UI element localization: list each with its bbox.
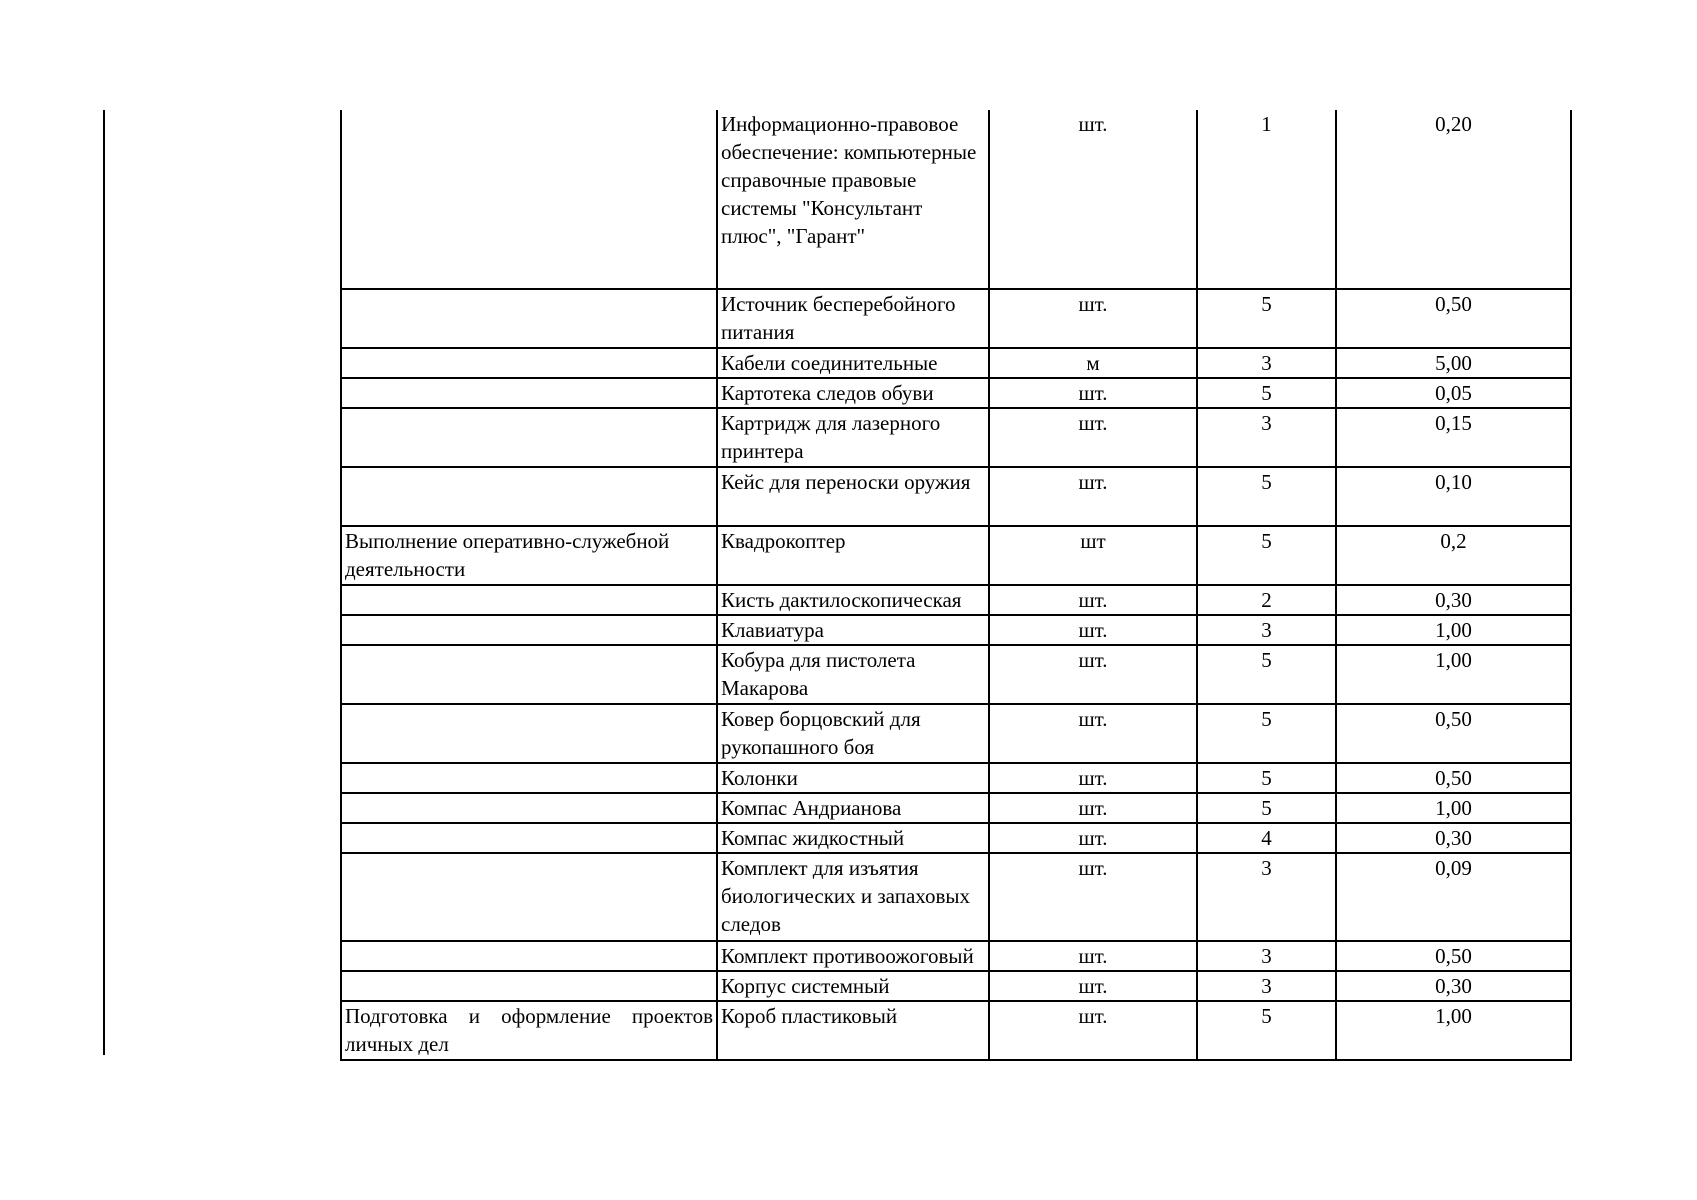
norm-cell: 0,09 <box>1336 853 1571 941</box>
purpose-cell <box>341 853 717 941</box>
item-name-cell: Квадрокоптер <box>717 526 989 585</box>
norm-cell: 0,2 <box>1336 526 1571 585</box>
table-row <box>341 645 1571 704</box>
unit-cell: шт. <box>989 971 1197 1001</box>
norm-cell: 0,50 <box>1336 941 1571 971</box>
quantity-cell: 4 <box>1197 823 1336 853</box>
purpose-cell <box>341 645 717 704</box>
unit-cell: шт. <box>989 615 1197 645</box>
table-row <box>341 853 1571 941</box>
norm-cell: 0,30 <box>1336 823 1571 853</box>
unit-cell: шт. <box>989 1001 1197 1060</box>
unit-cell: шт. <box>989 408 1197 467</box>
item-name-cell: Картотека следов обуви <box>717 378 989 408</box>
quantity-cell: 1 <box>1197 110 1336 289</box>
item-name-cell: Информационно-правовое обеспечение: компьютерные справочные правовые системы "Консультант плюс", "Гарант" <box>717 110 989 289</box>
item-name-cell: Компас Андрианова <box>717 793 989 823</box>
purpose-cell <box>341 971 717 1001</box>
quantity-cell: 5 <box>1197 645 1336 704</box>
purpose-cell: Подготовка и оформление проектов личных дел <box>341 1001 717 1060</box>
table-row <box>341 289 1571 348</box>
purpose-cell <box>341 793 717 823</box>
unit-cell: шт. <box>989 823 1197 853</box>
item-name-cell: Короб пластиковый <box>717 1001 989 1060</box>
unit-cell: шт. <box>989 289 1197 348</box>
table-row <box>341 763 1571 793</box>
table-row <box>341 615 1571 645</box>
item-name-cell: Колонки <box>717 763 989 793</box>
table-row <box>341 408 1571 467</box>
quantity-cell: 3 <box>1197 971 1336 1001</box>
unit-cell: шт <box>989 526 1197 585</box>
purpose-cell: Выполнение оперативно-служебной деятельности <box>341 526 717 585</box>
norm-cell: 0,20 <box>1336 110 1571 289</box>
left-margin-rule <box>103 110 105 1055</box>
item-name-cell: Кобура для пистолета Макарова <box>717 645 989 704</box>
purpose-cell <box>341 704 717 763</box>
unit-cell: шт. <box>989 467 1197 526</box>
norm-cell: 0,05 <box>1336 378 1571 408</box>
unit-cell: шт. <box>989 853 1197 941</box>
purpose-cell <box>341 378 717 408</box>
quantity-cell: 5 <box>1197 763 1336 793</box>
item-name-cell: Корпус системный <box>717 971 989 1001</box>
item-name-cell: Картридж для лазерного принтера <box>717 408 989 467</box>
table-row <box>341 823 1571 853</box>
table-row <box>341 971 1571 1001</box>
quantity-cell: 5 <box>1197 526 1336 585</box>
quantity-cell: 5 <box>1197 378 1336 408</box>
unit-cell: м <box>989 348 1197 378</box>
quantity-cell: 3 <box>1197 408 1336 467</box>
item-name-cell: Источник бесперебойного питания <box>717 289 989 348</box>
quantity-cell: 3 <box>1197 348 1336 378</box>
item-name-cell: Кабели соединительные <box>717 348 989 378</box>
norms-table <box>340 110 1572 1061</box>
norm-cell: 0,50 <box>1336 704 1571 763</box>
norm-cell: 0,10 <box>1336 467 1571 526</box>
item-name-cell: Клавиатура <box>717 615 989 645</box>
unit-cell: шт. <box>989 763 1197 793</box>
purpose-cell <box>341 615 717 645</box>
norm-cell: 1,00 <box>1336 793 1571 823</box>
unit-cell: шт. <box>989 704 1197 763</box>
table-row <box>341 1001 1571 1060</box>
table-row <box>341 941 1571 971</box>
purpose-cell <box>341 408 717 467</box>
norm-cell: 0,50 <box>1336 763 1571 793</box>
quantity-cell: 5 <box>1197 793 1336 823</box>
quantity-cell: 5 <box>1197 289 1336 348</box>
table-row <box>341 526 1571 585</box>
quantity-cell: 3 <box>1197 615 1336 645</box>
item-name-cell: Комплект противоожоговый <box>717 941 989 971</box>
norm-cell: 1,00 <box>1336 615 1571 645</box>
quantity-cell: 5 <box>1197 467 1336 526</box>
table-row <box>341 348 1571 378</box>
norm-cell: 0,50 <box>1336 289 1571 348</box>
quantity-cell: 5 <box>1197 1001 1336 1060</box>
item-name-cell: Кисть дактилоскопическая <box>717 585 989 615</box>
quantity-cell: 2 <box>1197 585 1336 615</box>
item-name-cell: Компас жидкостный <box>717 823 989 853</box>
unit-cell: шт. <box>989 378 1197 408</box>
table-row <box>341 704 1571 763</box>
table-row <box>341 378 1571 408</box>
quantity-cell: 5 <box>1197 704 1336 763</box>
unit-cell: шт. <box>989 645 1197 704</box>
purpose-cell <box>341 585 717 615</box>
purpose-cell <box>341 823 717 853</box>
norm-cell: 1,00 <box>1336 1001 1571 1060</box>
table-row <box>341 585 1571 615</box>
unit-cell: шт. <box>989 941 1197 971</box>
table-row <box>341 110 1571 289</box>
norm-cell: 0,15 <box>1336 408 1571 467</box>
purpose-cell <box>341 289 717 348</box>
item-name-cell: Кейс для переноски оружия <box>717 467 989 526</box>
norm-cell: 0,30 <box>1336 971 1571 1001</box>
purpose-cell <box>341 763 717 793</box>
quantity-cell: 3 <box>1197 853 1336 941</box>
unit-cell: шт. <box>989 793 1197 823</box>
item-name-cell: Комплект для изъятия биологических и запаховых следов <box>717 853 989 941</box>
norm-cell: 5,00 <box>1336 348 1571 378</box>
norm-cell: 1,00 <box>1336 645 1571 704</box>
quantity-cell: 3 <box>1197 941 1336 971</box>
purpose-cell <box>341 467 717 526</box>
purpose-cell <box>341 348 717 378</box>
item-name-cell: Ковер борцовский для рукопашного боя <box>717 704 989 763</box>
norm-cell: 0,30 <box>1336 585 1571 615</box>
unit-cell: шт. <box>989 585 1197 615</box>
table-row <box>341 467 1571 526</box>
table-row <box>341 793 1571 823</box>
purpose-cell <box>341 110 717 289</box>
unit-cell: шт. <box>989 110 1197 289</box>
purpose-cell <box>341 941 717 971</box>
